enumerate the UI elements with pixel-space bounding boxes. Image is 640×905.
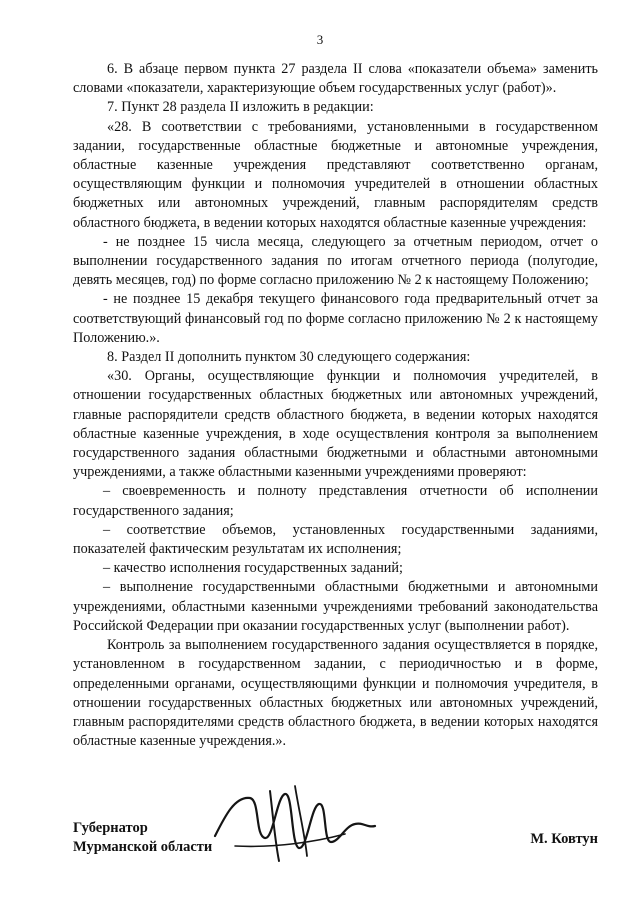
paragraph: «28. В соответствии с требованиями, установленными в государственном задании, государственные областные бюджетные и автономные учреждения, областные казенные учреждения представляют соответственно органам, осуществляющим функции и полномочия учредителей в отношении областных бюджетных или автономных учреждений, главным распорядителям средств областного бюджета, в ведении которых находятся областные казенные учреждения: [73,118,598,231]
governor-title-line-2: Мурманской области [73,839,213,855]
list-item-paragraph: - не позднее 15 числа месяца, следующего за отчетным периодом, отчет о выполнении государственного задания по итогам отчетного периода (полугодие, девять месяцев, год) по форме согласно приложению № 2 к настоящему Положению; [73,233,598,289]
paragraph: «30. Органы, осуществляющие функции и полномочия учредителей, в отношении государственных областных бюджетных или автономных учреждений, главные распорядители средств областного бюджета, в ведении которых находятся областные казенные учреждения, в ходе осуществления контроля за выполнением государственного задания областными бюджетными и областными автономными учреждениями, а также областными казенными учреждениями проверяют: [73,368,598,481]
paragraph: 7. Пункт 28 раздела II изложить в редакции: [107,99,374,116]
governor-title-line-1: Губернатор [73,820,148,836]
paragraph: 6. В абзаце первом пункта 27 раздела II слова «показатели объема» заменить словами «показатели, характеризующие объем государственных услуг (работ)». [73,61,598,97]
governor-title [73,819,212,857]
paragraph: 8. Раздел II дополнить пунктом 30 следующего содержания: [107,349,471,366]
list-item-paragraph: – выполнение государственными областными бюджетными и автономными учреждениями, областными казенными учреждениями требований законодательства Российской Федерации при оказании государственных услуг (выполнении работ). [73,579,598,634]
page-number: 3 [316,32,324,47]
list-item-paragraph: – качество исполнения государственных заданий; [103,560,403,577]
list-item-paragraph: – своевременность и полноту представления отчетности об исполнении государственного задания; [73,483,598,519]
governor-name: М. Ковтун [530,831,598,847]
document-body [73,60,598,751]
list-item-paragraph: – соответствие объемов, установленных государственными заданиями, показателей фактическим результатам их исполнения; [73,521,598,558]
list-item-paragraph: - не позднее 15 декабря текущего финансового года предварительный отчет за соответствующий финансовый год по форме согласно приложению № 2 к настоящему Положению.». [73,291,598,346]
signature-block [73,819,598,869]
paragraph: Контроль за выполнением государственного задания осуществляется в порядке, установленном в государственном задании, с периодичностью и в форме, определенными органами, осуществляющими функции и полномочия учредителя, в отношении государственных областных бюджетных или автономных учреждений, главным распорядителями средств областного бюджета, в ведении которых находятся областные казенные учреждения.». [73,637,598,750]
